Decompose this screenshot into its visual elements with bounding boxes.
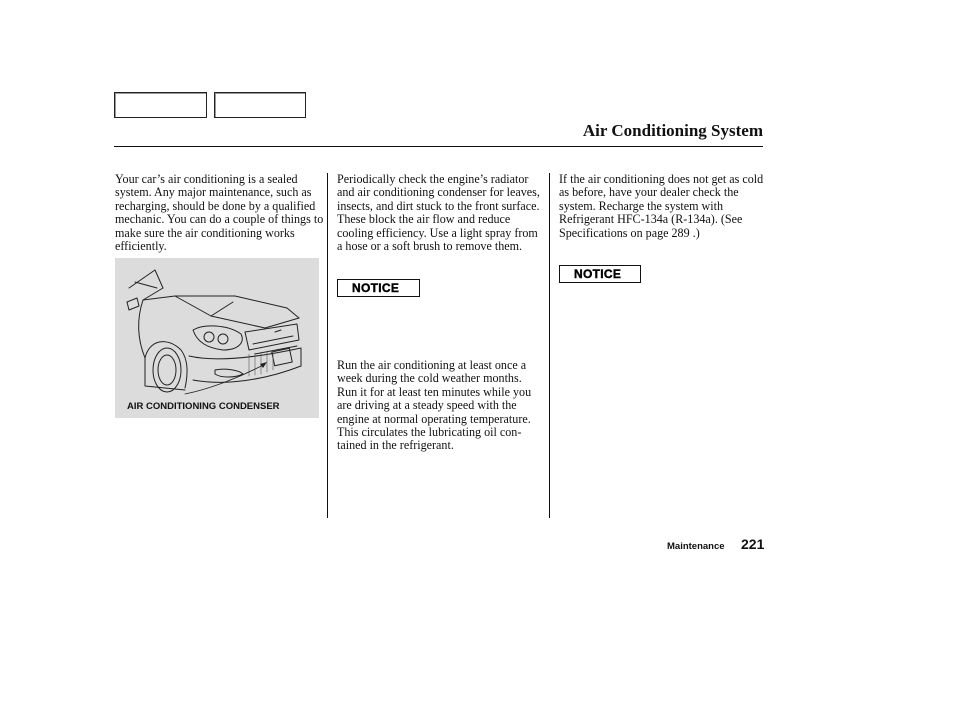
nav-tab-box-2[interactable] [214, 92, 306, 118]
dealer-paragraph: If the air conditioning does not get as cold as before, have your dealer check the system. Recharge the system with Refrigerant HFC-134a (R-134a). (See Specifications on page 289 .) [559, 172, 764, 240]
nav-tab-box-1[interactable] [114, 92, 207, 118]
figure-caption: AIR CONDITIONING CONDENSER [127, 401, 280, 412]
condenser-illustration [115, 258, 319, 418]
operation-paragraph: Run the air conditioning at least once a week during the cold weather months. Run it for at least ten minutes while you are driving at a steady speed with the engine at normal operating temperature. This circulates the lubricating oil con-tained in the refrigerant. [337, 358, 532, 453]
column-divider [549, 173, 550, 518]
intro-paragraph: Your car’s air conditioning is a sealed system. Any major maintenance, such as recharging, should be done by a qualified mechanic. You can do a couple of things to make sure the air conditioning works efficiently. [115, 172, 324, 254]
notice-label [337, 279, 420, 297]
notice-text: NOTICE [574, 267, 622, 281]
car-front-drawing [115, 258, 319, 418]
notice-text: NOTICE [352, 281, 400, 295]
title-rule [114, 146, 763, 147]
column-divider [327, 173, 328, 518]
maintenance-paragraph: Periodically check the engine’s radiator and air conditioning condenser for leaves, insects, and dirt stuck to the front surface. These block the air flow and reduce cooling efficiency. Use a light spray from a hose or a soft brush to remove them. [337, 172, 540, 254]
page-number: 221 [741, 536, 765, 552]
notice-label [559, 265, 641, 283]
page-title: Air Conditioning System [582, 121, 763, 140]
footer-section-name: Maintenance [667, 541, 725, 552]
